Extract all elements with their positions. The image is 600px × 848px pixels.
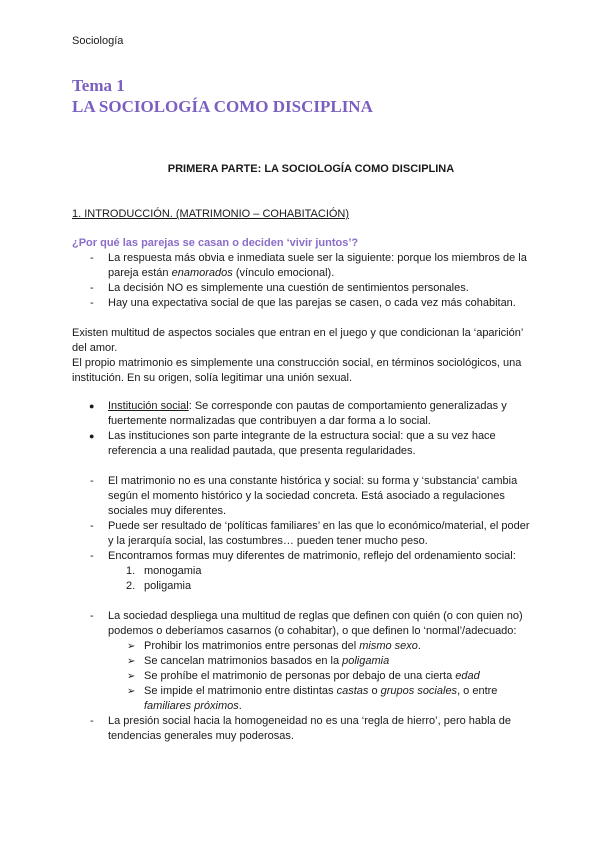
page-content [72,34,530,744]
list-item [72,669,530,684]
arrow-marker-icon: ➢ [127,656,136,667]
arrow-marker-icon: ➢ [127,686,136,697]
emphasis: grupos sociales [380,685,458,697]
list-item [72,399,530,429]
dash-marker: - [90,475,94,487]
bullet-marker: ● [89,401,95,411]
list-item [72,281,530,296]
arrow-marker-icon: ➢ [127,641,136,652]
text: , o entre [457,685,498,697]
title-line2: LA SOCIOLOGÍA COMO DISCIPLINA [72,97,373,116]
emphasis: familiares próximos [144,700,239,712]
list-item [72,549,530,564]
dash-list [72,714,530,744]
part-heading: PRIMERA PARTE: LA SOCIOLOGÍA COMO DISCIPLINA [167,163,455,175]
text: El matrimonio no es una constante histórica y social: su forma y ‘substancia’ cambia según el momento histórico y la sociedad concreta. Está asociado a regulaciones sociales muy diferentes. [108,475,518,517]
text: Se cancelan matrimonios basados en la [144,655,343,667]
text: Puede ser resultado de ‘políticas familiares’ en las que lo económico/material, el poder y la jerarquía social, las costumbres… pueden tener mucho peso. [108,520,530,547]
bullet-list [72,399,530,459]
text: La presión social hacia la homogeneidad no es una ‘regla de hierro’, pero habla de tendencias generales muy poderosas. [108,715,511,742]
dash-marker: - [90,520,94,532]
numbered-list [72,564,530,594]
bullet-marker: ● [89,431,95,441]
text: Hay una expectativa social de que las parejas se casen, o cada vez más cohabitan. [108,297,516,309]
text: poligamia [144,580,192,592]
arrow-list [72,639,530,714]
list-item [72,714,530,744]
text: Las instituciones son parte integrante de la estructura social: que a su vez hace referencia a una realidad pautada, que presenta regularidades. [108,430,496,457]
emphasis: edad [455,670,480,682]
arrow-marker-icon: ➢ [127,671,136,682]
text: (vínculo emocional). [232,267,335,279]
dash-list [72,474,530,564]
text: La sociedad despliega una multitud de reglas que definen con quién (o con quien no) podemos o deberíamos casarnos (o cohabitar), o que definen lo ‘normal’/adecuado: [108,610,523,637]
list-item [72,296,530,311]
list-item [72,654,530,669]
text: La decisión NO es simplemente una cuestión de sentimientos personales. [108,282,469,294]
list-item [72,251,530,281]
dash-marker: - [90,297,94,309]
emphasis: castas [336,685,369,697]
dash-marker: - [90,282,94,294]
dash-marker: - [90,715,94,727]
list-item [72,474,530,519]
text: . [417,640,421,652]
running-header: Sociología [72,35,124,47]
list-item [72,564,530,579]
list-item [72,579,530,594]
list-item [72,684,530,714]
question-list [72,251,530,311]
paragraph: El propio matrimonio es simplemente una construcción social, en términos sociológicos, una institución. En su origen, solía legitimar una unión sexual. [72,357,522,384]
term: Institución social [108,400,189,412]
section-heading: 1. INTRODUCCIÓN. (MATRIMONIO – COHABITACIÓN) [72,208,350,220]
text: La respuesta más obvia e inmediata suele ser la siguiente: porque los miembros de la pareja están [108,252,527,279]
emphasis: enamorados [171,267,233,279]
number-marker: 2. [126,580,136,592]
text: : Se corresponde con pautas de comportamiento generalizadas y fuertemente normalizadas que contribuyen a dar forma a lo social. [108,400,507,427]
title-line1: Tema 1 [72,76,125,95]
text: Se impide el matrimonio entre distintas [144,685,337,697]
emphasis: poligamia [342,655,390,667]
dash-marker: - [90,252,94,264]
dash-marker: - [90,610,94,622]
text: monogamia [144,565,202,577]
list-item [72,639,530,654]
dash-list [72,609,530,639]
text: Encontramos formas muy diferentes de matrimonio, reflejo del ordenamiento social: [108,550,516,562]
list-item [72,429,530,459]
list-item [72,519,530,549]
emphasis: mismo sexo [359,640,418,652]
text: o [368,685,381,697]
paragraph: Existen multitud de aspectos sociales que entran en el juego y que condicionan la ‘aparición’ del amor. [72,327,523,354]
text: Se prohíbe el matrimonio de personas por debajo de una cierta [144,670,456,682]
text: Prohibir los matrimonios entre personas del [144,640,360,652]
list-item [72,609,530,639]
question-heading: ¿Por qué las parejas se casan o deciden ‘vivir juntos’? [72,237,359,249]
dash-marker: - [90,550,94,562]
text: . [238,700,242,712]
number-marker: 1. [126,565,136,577]
